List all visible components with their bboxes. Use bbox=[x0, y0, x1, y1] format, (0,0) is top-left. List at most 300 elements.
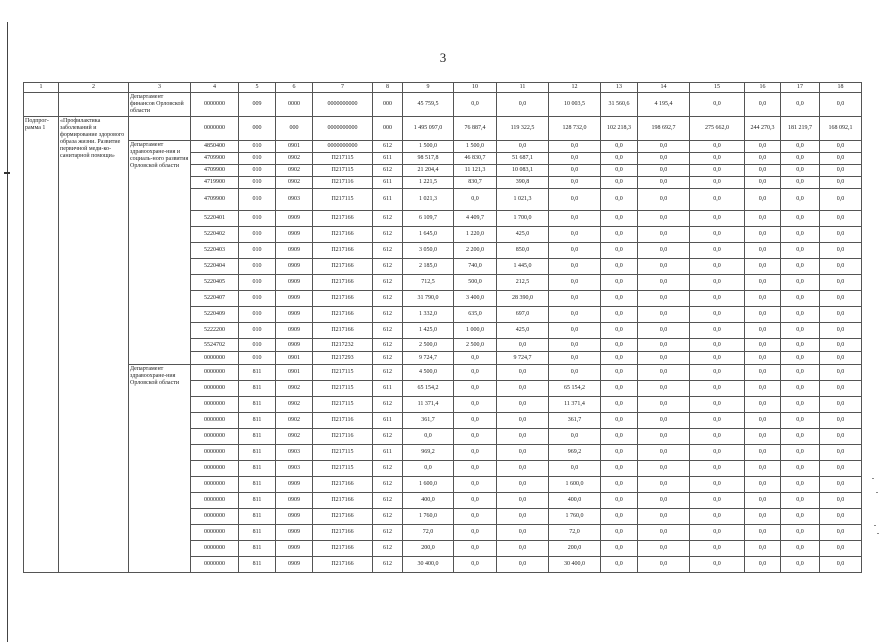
table-cell: 0,0 bbox=[781, 189, 820, 211]
table-cell: 4850400 bbox=[191, 141, 239, 153]
table-cell: 390,8 bbox=[497, 177, 549, 189]
table-body bbox=[24, 93, 862, 573]
table-cell: 811 bbox=[239, 477, 276, 493]
table-cell: 0909 bbox=[276, 557, 313, 573]
table-cell: 0000000 bbox=[191, 477, 239, 493]
table-cell: 0,0 bbox=[690, 477, 745, 493]
table-cell: 0,0 bbox=[601, 275, 638, 291]
table-cell: 0,0 bbox=[820, 307, 862, 323]
table-cell: 198 692,7 bbox=[638, 117, 690, 141]
table-cell: 0000000000 bbox=[313, 93, 373, 117]
table-cell: 0,0 bbox=[638, 365, 690, 381]
table-cell: 0,0 bbox=[690, 307, 745, 323]
table-cell: 0,0 bbox=[601, 381, 638, 397]
table-cell: 0,0 bbox=[690, 211, 745, 227]
table-cell: 0,0 bbox=[638, 165, 690, 177]
table-cell: 128 732,0 bbox=[549, 117, 601, 141]
table-cell: 0909 bbox=[276, 339, 313, 352]
table-cell: 811 bbox=[239, 541, 276, 557]
table-cell: 010 bbox=[239, 141, 276, 153]
scan-margin-mark bbox=[4, 172, 10, 174]
table-cell: 969,2 bbox=[403, 445, 454, 461]
table-cell: 1 220,0 bbox=[454, 227, 497, 243]
page-number: 3 bbox=[439, 50, 447, 65]
column-header: 2 bbox=[59, 83, 129, 93]
table-cell: 0,0 bbox=[497, 381, 549, 397]
table-cell: 0,0 bbox=[745, 461, 781, 477]
table-cell: 0,0 bbox=[690, 243, 745, 259]
table-cell: 612 bbox=[373, 307, 403, 323]
table-cell: 425,0 bbox=[497, 227, 549, 243]
table-cell: 0,0 bbox=[745, 397, 781, 413]
column-header: 13 bbox=[601, 83, 638, 93]
table-cell: 0,0 bbox=[497, 493, 549, 509]
table-cell: 0,0 bbox=[781, 461, 820, 477]
table-cell: 65 154,2 bbox=[403, 381, 454, 397]
table-cell: 0,0 bbox=[497, 93, 549, 117]
department-name: Департамент здравоохране-ния и социаль-ного развития Орловской области bbox=[129, 141, 191, 365]
table-cell: 0,0 bbox=[820, 557, 862, 573]
table-cell: 0,0 bbox=[820, 429, 862, 445]
table-cell: 0,0 bbox=[638, 525, 690, 541]
table-cell: 612 bbox=[373, 243, 403, 259]
table-cell: 0,0 bbox=[820, 189, 862, 211]
table-cell: 72,0 bbox=[403, 525, 454, 541]
table-cell: 010 bbox=[239, 339, 276, 352]
table-cell: 0,0 bbox=[638, 153, 690, 165]
table-cell: 0909 bbox=[276, 525, 313, 541]
table-cell: 612 bbox=[373, 352, 403, 365]
table-cell: 0,0 bbox=[638, 477, 690, 493]
table-cell: 0,0 bbox=[745, 259, 781, 275]
table-cell: 0000000 bbox=[191, 429, 239, 445]
table-cell: 1 445,0 bbox=[497, 259, 549, 275]
table-cell: 0,0 bbox=[549, 243, 601, 259]
table-cell: 811 bbox=[239, 525, 276, 541]
table-cell: 0909 bbox=[276, 493, 313, 509]
table-cell: 4709900 bbox=[191, 165, 239, 177]
table-cell: П217232 bbox=[313, 339, 373, 352]
table-cell: П217166 bbox=[313, 291, 373, 307]
table-cell: П217116 bbox=[313, 429, 373, 445]
table-cell: 0,0 bbox=[549, 275, 601, 291]
table-cell: 0909 bbox=[276, 477, 313, 493]
table-cell: 0,0 bbox=[690, 445, 745, 461]
table-cell: 0,0 bbox=[781, 397, 820, 413]
table-cell: 0,0 bbox=[820, 525, 862, 541]
table-cell: 0,0 bbox=[690, 141, 745, 153]
table-cell: 0,0 bbox=[690, 165, 745, 177]
table-cell: 0,0 bbox=[745, 445, 781, 461]
table-cell: 612 bbox=[373, 365, 403, 381]
table-cell: 0,0 bbox=[549, 165, 601, 177]
table-cell: 0000000 bbox=[191, 381, 239, 397]
table-cell: 0,0 bbox=[820, 291, 862, 307]
table-cell: П217166 bbox=[313, 493, 373, 509]
table-cell: 0,0 bbox=[497, 141, 549, 153]
table-cell: 0,0 bbox=[781, 177, 820, 189]
table-cell: 010 bbox=[239, 323, 276, 339]
table-cell: 0,0 bbox=[638, 541, 690, 557]
table-cell: 76 887,4 bbox=[454, 117, 497, 141]
column-header: 18 bbox=[820, 83, 862, 93]
table-cell: 0,0 bbox=[497, 541, 549, 557]
table-cell: 0,0 bbox=[745, 307, 781, 323]
table-cell: 0,0 bbox=[745, 153, 781, 165]
table-cell: 0000000 bbox=[191, 352, 239, 365]
table-cell: 000 bbox=[373, 117, 403, 141]
table-cell: 0,0 bbox=[781, 93, 820, 117]
table-cell: 0,0 bbox=[781, 243, 820, 259]
table-cell: 0,0 bbox=[690, 557, 745, 573]
table-cell: П217115 bbox=[313, 189, 373, 211]
table-cell: 72,0 bbox=[549, 525, 601, 541]
table-cell: 0,0 bbox=[454, 352, 497, 365]
table-cell: 0,0 bbox=[745, 365, 781, 381]
table-cell: 712,5 bbox=[403, 275, 454, 291]
table-cell: 0909 bbox=[276, 259, 313, 275]
table-cell: 0,0 bbox=[781, 429, 820, 445]
table-cell: 0,0 bbox=[497, 429, 549, 445]
table-cell: 2 500,0 bbox=[403, 339, 454, 352]
table-row bbox=[24, 93, 862, 117]
table-cell: 0,0 bbox=[745, 291, 781, 307]
table-cell: 0,0 bbox=[549, 365, 601, 381]
table-cell: П217293 bbox=[313, 352, 373, 365]
table-cell: 0,0 bbox=[781, 493, 820, 509]
column-header: 6 bbox=[276, 83, 313, 93]
table-cell: 0,0 bbox=[745, 189, 781, 211]
table-cell: 0,0 bbox=[638, 177, 690, 189]
table-cell: П217115 bbox=[313, 397, 373, 413]
table-cell: 119 322,5 bbox=[497, 117, 549, 141]
table-cell: 4 409,7 bbox=[454, 211, 497, 227]
table-cell: 611 bbox=[373, 177, 403, 189]
table-cell: 010 bbox=[239, 352, 276, 365]
table-cell: П217166 bbox=[313, 557, 373, 573]
table-cell: 0,0 bbox=[690, 381, 745, 397]
table-cell: 0,0 bbox=[781, 525, 820, 541]
table-cell: 0,0 bbox=[638, 227, 690, 243]
table-cell: 0,0 bbox=[820, 259, 862, 275]
table-cell: 612 bbox=[373, 397, 403, 413]
table-cell: П217166 bbox=[313, 275, 373, 291]
table-cell: 0,0 bbox=[638, 397, 690, 413]
table-cell: 1 425,0 bbox=[403, 323, 454, 339]
table-cell: 0,0 bbox=[601, 339, 638, 352]
table-cell: 612 bbox=[373, 211, 403, 227]
table-cell: 1 600,0 bbox=[403, 477, 454, 493]
table-cell: 611 bbox=[373, 445, 403, 461]
table-cell: 0000000 bbox=[191, 541, 239, 557]
table-cell: 0,0 bbox=[601, 509, 638, 525]
table-cell: 1 021,3 bbox=[497, 189, 549, 211]
table-cell: 0,0 bbox=[601, 493, 638, 509]
table-cell: 0,0 bbox=[601, 365, 638, 381]
table-cell: 0,0 bbox=[690, 352, 745, 365]
table-cell: 0,0 bbox=[745, 227, 781, 243]
table-row bbox=[24, 365, 862, 381]
table-cell: 0,0 bbox=[745, 493, 781, 509]
table-cell: 244 270,3 bbox=[745, 117, 781, 141]
table-cell: 0909 bbox=[276, 227, 313, 243]
table-cell: 0,0 bbox=[781, 275, 820, 291]
table-cell: 0,0 bbox=[745, 557, 781, 573]
column-header: 8 bbox=[373, 83, 403, 93]
table-cell: 0000000 bbox=[191, 493, 239, 509]
table-cell: 0,0 bbox=[820, 445, 862, 461]
table-cell: 612 bbox=[373, 259, 403, 275]
table-cell: 0,0 bbox=[454, 429, 497, 445]
table-cell: 0,0 bbox=[601, 445, 638, 461]
table-cell: 0,0 bbox=[745, 352, 781, 365]
table-cell: 0,0 bbox=[454, 413, 497, 429]
table-cell: 811 bbox=[239, 557, 276, 573]
table-cell: 30 400,0 bbox=[403, 557, 454, 573]
table-cell: 0,0 bbox=[638, 352, 690, 365]
subprogram-label: Подпрог-рамма 1 bbox=[24, 117, 59, 573]
table-cell: 0,0 bbox=[497, 397, 549, 413]
table-cell: 0,0 bbox=[820, 227, 862, 243]
table-cell: 181 219,7 bbox=[781, 117, 820, 141]
table-cell: 0,0 bbox=[549, 461, 601, 477]
table-cell: 30 400,0 bbox=[549, 557, 601, 573]
table-cell: 0,0 bbox=[601, 291, 638, 307]
column-header: 3 bbox=[129, 83, 191, 93]
table-cell: 0,0 bbox=[497, 509, 549, 525]
table-cell: 0,0 bbox=[454, 525, 497, 541]
table-cell: 0,0 bbox=[781, 211, 820, 227]
table-cell: П217166 bbox=[313, 541, 373, 557]
table-cell: 0,0 bbox=[745, 413, 781, 429]
table-cell: 1 000,0 bbox=[454, 323, 497, 339]
table-cell: 1 600,0 bbox=[549, 477, 601, 493]
table-cell: 0,0 bbox=[690, 323, 745, 339]
table-cell: 5220407 bbox=[191, 291, 239, 307]
table-cell: 0,0 bbox=[601, 541, 638, 557]
table-cell: 010 bbox=[239, 211, 276, 227]
table-cell: П217166 bbox=[313, 307, 373, 323]
table-cell: 0,0 bbox=[601, 557, 638, 573]
table-cell: 0,0 bbox=[820, 493, 862, 509]
table-cell: 0,0 bbox=[638, 189, 690, 211]
table-cell: 0,0 bbox=[745, 541, 781, 557]
table-cell: 0,0 bbox=[601, 177, 638, 189]
table-cell: 0,0 bbox=[820, 509, 862, 525]
column-header: 11 bbox=[497, 83, 549, 93]
table-cell: 0909 bbox=[276, 307, 313, 323]
table-cell: 0,0 bbox=[497, 413, 549, 429]
table-cell: 0902 bbox=[276, 165, 313, 177]
table-cell: 0,0 bbox=[638, 413, 690, 429]
table-cell: 0000000 bbox=[191, 525, 239, 541]
table-cell: 5220401 bbox=[191, 211, 239, 227]
table-cell: 361,7 bbox=[403, 413, 454, 429]
table-cell: 0,0 bbox=[454, 445, 497, 461]
table-cell: 0,0 bbox=[601, 165, 638, 177]
table-cell: П217166 bbox=[313, 243, 373, 259]
table-cell: 000 bbox=[239, 117, 276, 141]
table-cell: 0,0 bbox=[745, 381, 781, 397]
table-cell: 0,0 bbox=[549, 227, 601, 243]
table-cell: 0,0 bbox=[549, 141, 601, 153]
column-header: 12 bbox=[549, 83, 601, 93]
scan-margin-line bbox=[7, 22, 8, 642]
table-cell: П217115 bbox=[313, 381, 373, 397]
table-cell: 0,0 bbox=[820, 177, 862, 189]
table-cell: 010 bbox=[239, 153, 276, 165]
table-cell: 0903 bbox=[276, 445, 313, 461]
table-cell: 0,0 bbox=[638, 493, 690, 509]
table-cell: 0,0 bbox=[638, 461, 690, 477]
table-cell: 0901 bbox=[276, 365, 313, 381]
table-cell: П217166 bbox=[313, 509, 373, 525]
table-cell: 1 221,5 bbox=[403, 177, 454, 189]
table-cell: 0901 bbox=[276, 141, 313, 153]
table-cell: 0,0 bbox=[745, 323, 781, 339]
empty-cell bbox=[24, 93, 59, 117]
table-cell: 0,0 bbox=[549, 429, 601, 445]
table-cell: 0,0 bbox=[820, 365, 862, 381]
table-cell: 0,0 bbox=[820, 413, 862, 429]
table-cell: 5220403 bbox=[191, 243, 239, 259]
table-cell: 98 517,8 bbox=[403, 153, 454, 165]
table-cell: 0901 bbox=[276, 352, 313, 365]
table-cell: 0,0 bbox=[454, 397, 497, 413]
table-cell: 0,0 bbox=[638, 243, 690, 259]
table-cell: 635,0 bbox=[454, 307, 497, 323]
table-cell: 969,2 bbox=[549, 445, 601, 461]
table-row bbox=[24, 117, 862, 141]
table-cell: 0000000000 bbox=[313, 117, 373, 141]
table-cell: 000 bbox=[373, 93, 403, 117]
table-cell: 0,0 bbox=[497, 445, 549, 461]
table-cell: 102 218,3 bbox=[601, 117, 638, 141]
table-cell: 0,0 bbox=[781, 557, 820, 573]
table-cell: 811 bbox=[239, 413, 276, 429]
table-cell: 0,0 bbox=[820, 275, 862, 291]
table-cell: 0,0 bbox=[403, 461, 454, 477]
table-cell: 0,0 bbox=[820, 211, 862, 227]
table-cell: 0,0 bbox=[549, 177, 601, 189]
table-cell: 0,0 bbox=[690, 365, 745, 381]
table-cell: 811 bbox=[239, 365, 276, 381]
table-cell: 010 bbox=[239, 307, 276, 323]
empty-cell bbox=[129, 117, 191, 141]
table-cell: 0,0 bbox=[745, 509, 781, 525]
table-cell: 0,0 bbox=[781, 541, 820, 557]
table-cell: 0,0 bbox=[454, 493, 497, 509]
table-cell: 0,0 bbox=[820, 153, 862, 165]
table-cell: П217115 bbox=[313, 153, 373, 165]
table-cell: 0902 bbox=[276, 429, 313, 445]
table-cell: 010 bbox=[239, 259, 276, 275]
table-cell: П217116 bbox=[313, 177, 373, 189]
table-cell: 0,0 bbox=[549, 211, 601, 227]
table-cell: 611 bbox=[373, 381, 403, 397]
table-cell: 0000000 bbox=[191, 461, 239, 477]
department-name: Департамент здравоохране-ния Орловской области bbox=[129, 365, 191, 573]
table-cell: 010 bbox=[239, 189, 276, 211]
table-cell: 0,0 bbox=[690, 153, 745, 165]
table-cell: 0,0 bbox=[745, 525, 781, 541]
table-cell: 830,7 bbox=[454, 177, 497, 189]
budget-table bbox=[23, 82, 862, 573]
table-cell: 010 bbox=[239, 177, 276, 189]
table-cell: 612 bbox=[373, 429, 403, 445]
table-cell: 21 204,4 bbox=[403, 165, 454, 177]
table-cell: 0,0 bbox=[820, 165, 862, 177]
table-cell: 65 154,2 bbox=[549, 381, 601, 397]
table-cell: 0,0 bbox=[820, 243, 862, 259]
table-cell: 0,0 bbox=[601, 323, 638, 339]
table-cell: 0,0 bbox=[690, 525, 745, 541]
column-header: 14 bbox=[638, 83, 690, 93]
table-cell: 45 759,5 bbox=[403, 93, 454, 117]
table-cell: П217115 bbox=[313, 365, 373, 381]
table-cell: 200,0 bbox=[549, 541, 601, 557]
table-cell: 0000000000 bbox=[313, 141, 373, 153]
table-cell: 9 724,7 bbox=[403, 352, 454, 365]
table-cell: 0,0 bbox=[454, 509, 497, 525]
table-cell: 0,0 bbox=[497, 461, 549, 477]
table-cell: 010 bbox=[239, 227, 276, 243]
table-cell: 1 500,0 bbox=[403, 141, 454, 153]
table-cell: 1 021,3 bbox=[403, 189, 454, 211]
table-cell: 0,0 bbox=[745, 165, 781, 177]
table-cell: 0,0 bbox=[601, 189, 638, 211]
table-cell: 0,0 bbox=[454, 93, 497, 117]
table-cell: 612 bbox=[373, 541, 403, 557]
table-cell: 3 050,0 bbox=[403, 243, 454, 259]
table-cell: 0,0 bbox=[638, 291, 690, 307]
table-cell: 0,0 bbox=[638, 141, 690, 153]
table-cell: 0,0 bbox=[745, 177, 781, 189]
table-cell: 168 092,1 bbox=[820, 117, 862, 141]
table-cell: 0,0 bbox=[454, 189, 497, 211]
table-cell: 0,0 bbox=[549, 307, 601, 323]
table-cell: 612 bbox=[373, 275, 403, 291]
table-cell: 0,0 bbox=[781, 352, 820, 365]
table-cell: 0,0 bbox=[781, 413, 820, 429]
table-cell: 811 bbox=[239, 381, 276, 397]
table-cell: 0903 bbox=[276, 189, 313, 211]
table-cell: 4 500,0 bbox=[403, 365, 454, 381]
table-cell: 0,0 bbox=[781, 291, 820, 307]
table-cell: 612 bbox=[373, 557, 403, 573]
table-cell: 0,0 bbox=[745, 477, 781, 493]
table-cell: 0902 bbox=[276, 177, 313, 189]
table-cell: 0,0 bbox=[549, 323, 601, 339]
table-cell: 0,0 bbox=[820, 461, 862, 477]
table-cell: 6 109,7 bbox=[403, 211, 454, 227]
table-cell: 0,0 bbox=[690, 227, 745, 243]
table-cell: П217166 bbox=[313, 323, 373, 339]
table-cell: 0,0 bbox=[601, 211, 638, 227]
table-cell: 5220405 bbox=[191, 275, 239, 291]
table-cell: 0,0 bbox=[549, 153, 601, 165]
table-cell: 0,0 bbox=[638, 259, 690, 275]
table-cell: 0902 bbox=[276, 397, 313, 413]
table-cell: 0,0 bbox=[454, 381, 497, 397]
table-cell: 0,0 bbox=[820, 477, 862, 493]
table-cell: 0,0 bbox=[638, 381, 690, 397]
table-cell: 612 bbox=[373, 477, 403, 493]
column-header: 15 bbox=[690, 83, 745, 93]
table-cell: 0,0 bbox=[781, 153, 820, 165]
table-cell: 0,0 bbox=[638, 509, 690, 525]
table-cell: 0,0 bbox=[781, 307, 820, 323]
